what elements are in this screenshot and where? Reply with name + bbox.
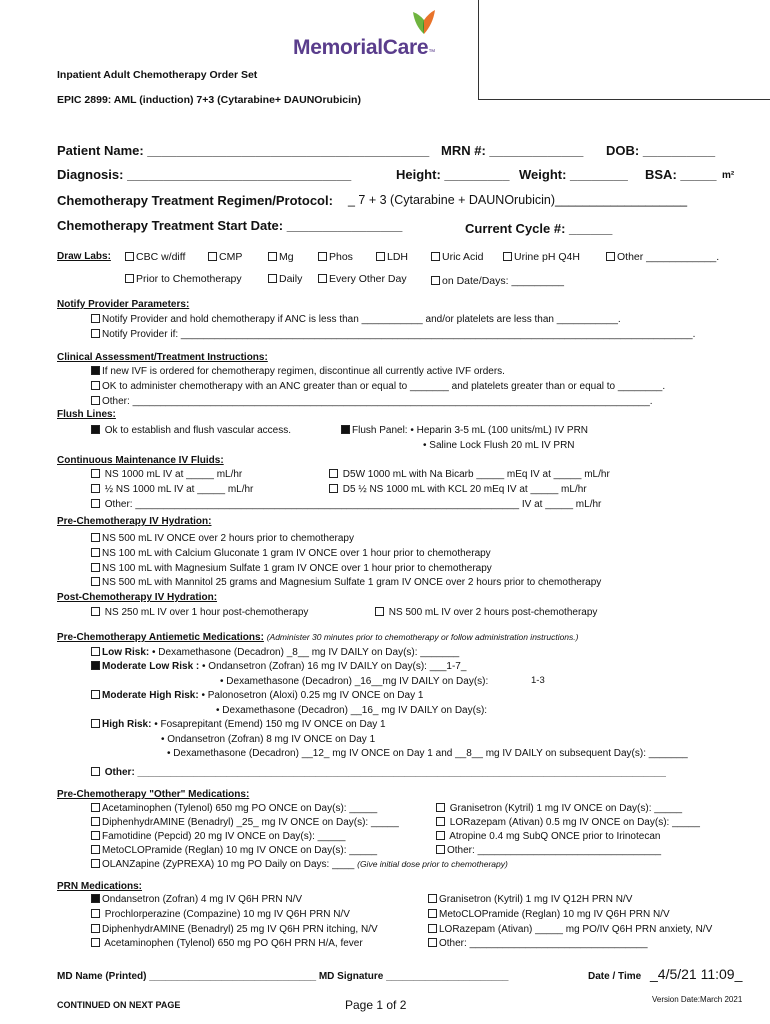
checkbox-icon[interactable] [91,831,100,840]
checkbox-icon[interactable] [91,690,100,699]
antiemetic-other[interactable]: Other: _______________________________________________________________________________________________ [91,767,666,778]
post-hydration-item[interactable]: NS 250 mL IV over 1 hour post-chemotherapy [91,607,308,618]
flush-panel-saline: • Saline Lock Flush 20 mL IV PRN [423,440,575,451]
checkbox-icon[interactable] [91,767,100,776]
date-time-value[interactable]: _4/5/21 11:09_ [650,966,743,982]
checkbox-icon[interactable] [91,924,100,933]
other-med-item[interactable]: LORazepam (Ativan) 0.5 mg IV ONCE on Day(s): _____ [436,817,700,828]
version-date: Version Date:March 2021 [652,995,743,1004]
patient-label-box [478,0,770,100]
post-hydration-item[interactable]: NS 500 mL IV over 2 hours post-chemotherapy [375,607,597,618]
checkbox-icon[interactable] [91,563,100,572]
draw-labs-label: Draw Labs: [57,251,111,262]
antiemetic-moderate-high-dex: • Dexamethasone (Decadron) __16_ mg IV DAILY on Day(s): [216,705,488,716]
memorialcare-leaf-icon [409,8,439,36]
post-hydration-heading: Post-Chemotherapy IV Hydration: [57,592,218,603]
prn-item[interactable]: Acetaminophen (Tylenol) 650 mg PO Q6H PRN H/A, fever [91,938,363,949]
dob-field[interactable]: DOB: __________ [606,143,716,158]
lab-ldh[interactable]: LDH [376,251,408,263]
other-meds-heading: Pre-Chemotherapy "Other" Medications: [57,789,250,800]
checkbox-icon[interactable] [91,469,100,478]
checkbox-checked-icon[interactable] [341,425,350,434]
clinical-heading: Clinical Assessment/Treatment Instructions: [57,352,268,363]
antiemetic-high-ondansetron: • Ondansetron (Zofran) 8 mg IV ONCE on Day 1 [161,734,376,745]
checkbox-icon[interactable] [329,484,338,493]
regimen-value[interactable]: _ 7 + 3 (Cytarabine + DAUNOrubicin)___________________ [348,193,688,207]
lab-other[interactable]: Other ____________. [606,251,719,263]
checkbox-icon[interactable] [91,548,100,557]
checkbox-icon[interactable] [375,607,384,616]
checkbox-icon[interactable] [428,909,437,918]
prn-item[interactable]: Ondansetron (Zofran) 4 mg IV Q6H PRN N/V [91,894,302,905]
prn-item[interactable]: Other: ________________________________ [428,938,648,949]
lab-every-other-day[interactable]: Every Other Day [318,273,407,285]
clinical-item[interactable]: If new IVF is ordered for chemotherapy regimen, discontinue all currently active IVF orders. [91,366,505,377]
bsa-field[interactable]: BSA: _____ [645,167,717,182]
current-cycle-field[interactable]: Current Cycle #: ______ [465,221,613,236]
checkbox-icon[interactable] [125,252,134,261]
flush-heading: Flush Lines: [57,409,116,420]
checkbox-icon[interactable] [436,831,445,840]
checkbox-icon[interactable] [431,252,440,261]
pre-hydration-item[interactable]: NS 100 mL with Calcium Gluconate 1 gram IV ONCE over 1 hour prior to chemotherapy [91,548,491,559]
lab-urine-ph[interactable]: Urine pH Q4H [503,251,580,263]
lab-mg[interactable]: Mg [268,251,294,263]
lab-cmp[interactable]: CMP [208,251,242,263]
checkbox-icon[interactable] [268,274,277,283]
checkbox-icon[interactable] [91,647,100,656]
checkbox-icon[interactable] [208,252,217,261]
checkbox-icon[interactable] [436,845,445,854]
antiemetic-high-dex: • Dexamethasone (Decadron) __12_ mg IV ONCE on Day 1 and __8__ mg IV DAILY on subsequent Day(s): _______ [167,748,688,759]
ivf-heading: Continuous Maintenance IV Fluids: [57,455,224,466]
antiemetic-low-risk[interactable]: Low Risk: • Dexamethasone (Decadron) _8__ mg IV DAILY on Day(s): _______ [91,647,459,658]
other-med-item[interactable]: Other: _________________________________ [436,845,661,856]
checkbox-icon[interactable] [125,274,134,283]
md-name-signature-field[interactable]: MD Name (Printed) ______________________________ MD Signature ______________________ [57,971,509,982]
other-med-item[interactable]: Atropine 0.4 mg SubQ ONCE prior to Irinotecan [436,831,660,842]
ivf-item[interactable]: Other: _____________________________________________________________________ IV at _____ mL/hr [91,499,601,510]
checkbox-icon[interactable] [436,817,445,826]
checkbox-icon[interactable] [91,329,100,338]
continued-note: CONTINUED ON NEXT PAGE [57,1000,181,1010]
prn-heading: PRN Medications: [57,881,143,892]
checkbox-icon[interactable] [376,252,385,261]
checkbox-icon[interactable] [428,894,437,903]
antiemetic-moderate-low-risk[interactable]: Moderate Low Risk : • Ondansetron (Zofran) 16 mg IV DAILY on Day(s): ___1-7_ [91,661,466,672]
checkbox-icon[interactable] [329,469,338,478]
checkbox-icon[interactable] [268,252,277,261]
checkbox-icon[interactable] [91,396,100,405]
pre-hydration-heading: Pre-Chemotherapy IV Hydration: [57,516,212,527]
other-med-item[interactable]: DiphenhydrAMINE (Benadryl) _25_ mg IV ONCE on Day(s): _____ [91,817,399,828]
checkbox-icon[interactable] [91,607,100,616]
checkbox-icon[interactable] [91,859,100,868]
pre-hydration-item[interactable]: NS 100 mL with Magnesium Sulfate 1 gram IV ONCE over 1 hour prior to chemotherapy [91,563,492,574]
checkbox-icon[interactable] [606,252,615,261]
clinical-item[interactable]: Other: _____________________________________________________________________________________________. [91,396,653,407]
prn-item[interactable]: LORazepam (Ativan) _____ mg PO/IV Q6H PRN anxiety, N/V [428,924,712,935]
checkbox-icon[interactable] [91,938,100,947]
prn-item[interactable]: DiphenhydrAMINE (Benadryl) 25 mg IV Q6H PRN itching, N/V [91,924,378,935]
patient-name-field[interactable]: Patient Name: _______________________________________ [57,143,430,158]
checkbox-icon[interactable] [318,274,327,283]
date-time-label: Date / Time [588,971,642,982]
other-med-item[interactable]: OLANZapine (ZyPREXA) 10 mg PO Daily on Days: ____ (Give initial dose prior to chemotherapy) [91,859,508,870]
lab-on-date[interactable]: on Date/Days: _________ [431,275,564,287]
antiemetic-moderate-low-dex: • Dexamethasone (Decadron) _16__mg IV DAILY on Day(s): [220,676,489,687]
lab-prior-chemo[interactable]: Prior to Chemotherapy [125,273,242,285]
checkbox-icon[interactable] [91,719,100,728]
ivf-item[interactable]: D5 ½ NS 1000 mL with KCL 20 mEq IV at _____ mL/hr [329,484,587,495]
checkbox-icon[interactable] [428,924,437,933]
lab-phos[interactable]: Phos [318,251,353,263]
page-number: Page 1 of 2 [345,998,407,1012]
checkbox-icon[interactable] [503,252,512,261]
antiemetic-moderate-high-risk[interactable]: Moderate High Risk: • Palonosetron (Aloxi) 0.25 mg IV ONCE on Day 1 [91,690,423,701]
checkbox-icon[interactable] [431,276,440,285]
antiemetic-moderate-low-dex-days[interactable]: 1-3 [531,675,545,686]
regimen-label: Chemotherapy Treatment Regimen/Protocol: [57,193,333,208]
ivf-item[interactable]: D5W 1000 mL with Na Bicarb _____ mEq IV at _____ mL/hr [329,469,610,480]
checkbox-icon[interactable] [91,499,100,508]
start-date-field[interactable]: Chemotherapy Treatment Start Date: ________________ [57,218,403,233]
checkbox-icon[interactable] [91,845,100,854]
form-title: Inpatient Adult Chemotherapy Order Set [57,69,258,81]
checkbox-icon[interactable] [91,817,100,826]
checkbox-icon[interactable] [436,803,445,812]
lab-cbc[interactable]: CBC w/diff [125,251,185,263]
lab-uric-acid[interactable]: Uric Acid [431,251,483,263]
checkbox-checked-icon[interactable] [91,425,100,434]
other-med-item[interactable]: Granisetron (Kytril) 1 mg IV ONCE on Day(s): _____ [436,803,682,814]
prn-item[interactable]: Granisetron (Kytril) 1 mg IV Q12H PRN N/V [428,894,632,905]
notify-heading: Notify Provider Parameters: [57,299,190,310]
other-med-item[interactable]: MetoCLOPramide (Reglan) 10 mg IV ONCE on Day(s): _____ [91,845,377,856]
form-subtitle: EPIC 2899: AML (induction) 7+3 (Cytarabine+ DAUNOrubicin) [57,94,361,106]
notify-item[interactable]: Notify Provider if: ____________________________________________________________________________________________. [91,329,695,340]
other-med-item[interactable]: Famotidine (Pepcid) 20 mg IV ONCE on Day(s): _____ [91,831,345,842]
pre-hydration-item[interactable]: NS 500 mL with Mannitol 25 grams and Magnesium Sulfate 1 gram IV ONCE over 2 hours prior to chemotherapy [91,577,601,588]
checkbox-icon[interactable] [91,803,100,812]
weight-field[interactable]: Weight: ________ [519,167,628,182]
checkbox-icon[interactable] [91,314,100,323]
checkbox-icon[interactable] [91,577,100,586]
checkbox-checked-icon[interactable] [91,366,100,375]
antiemetic-high-risk[interactable]: High Risk: • Fosaprepitant (Emend) 150 mg IV ONCE on Day 1 [91,719,386,730]
diagnosis-field[interactable]: Diagnosis: _______________________________ [57,167,352,182]
other-med-item[interactable]: Acetaminophen (Tylenol) 650 mg PO ONCE on Day(s): _____ [91,803,377,814]
checkbox-icon[interactable] [428,938,437,947]
checkbox-icon[interactable] [318,252,327,261]
lab-daily[interactable]: Daily [268,273,302,285]
ivf-item[interactable]: NS 1000 mL IV at _____ mL/hr [91,469,242,480]
mrn-field[interactable]: MRN #: _____________ [441,143,584,158]
clinical-item[interactable]: OK to administer chemotherapy with an ANC greater than or equal to _______ and platelets greater than or equal to ________. [91,381,665,392]
memorialcare-logo: MemorialCare™ [293,36,435,59]
flush-panel-item[interactable]: Flush Panel: • Heparin 3-5 mL (100 units/mL) IV PRN [341,425,588,436]
prn-item[interactable]: Prochlorperazine (Compazine) 10 mg IV Q6H PRN N/V [91,909,350,920]
antiemetic-heading-row: Pre-Chemotherapy Antiemetic Medications: (Administer 30 minutes prior to chemotherapy or follow administration instructions.) [57,632,579,643]
ivf-item[interactable]: ½ NS 1000 mL IV at _____ mL/hr [91,484,253,495]
checkbox-icon[interactable] [91,533,100,542]
checkbox-icon[interactable] [91,909,100,918]
prn-item[interactable]: MetoCLOPramide (Reglan) 10 mg IV Q6H PRN N/V [428,909,670,920]
checkbox-checked-icon[interactable] [91,661,100,670]
checkbox-icon[interactable] [91,484,100,493]
height-field[interactable]: Height: _________ [396,167,510,182]
notify-item[interactable]: Notify Provider and hold chemotherapy if ANC is less than ___________ and/or platelets are less than ___________. [91,314,621,325]
flush-ok-item[interactable]: Ok to establish and flush vascular access. [91,425,291,436]
checkbox-checked-icon[interactable] [91,894,100,903]
bsa-unit: m² [722,170,735,181]
checkbox-icon[interactable] [91,381,100,390]
pre-hydration-item[interactable]: NS 500 mL IV ONCE over 2 hours prior to chemotherapy [91,533,354,544]
